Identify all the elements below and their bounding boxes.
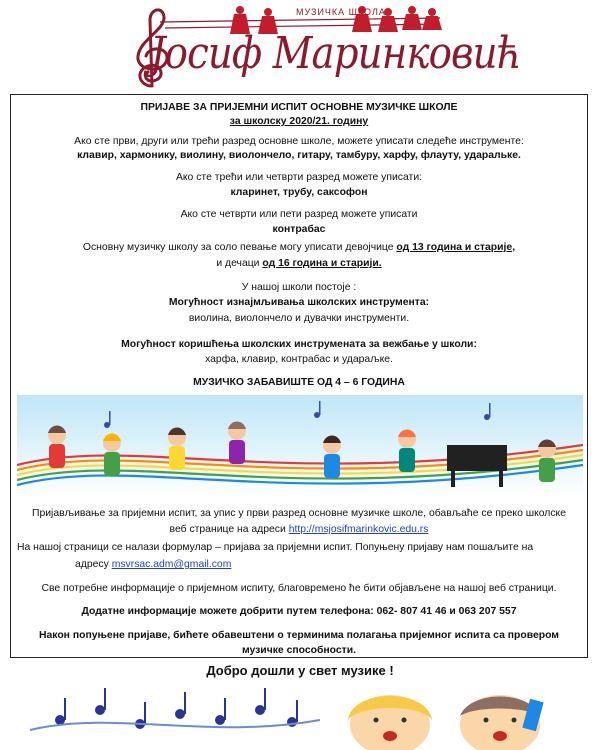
- notice-title: ПРИЈАВЕ ЗА ПРИЈЕМНИ ИСПИТ ОСНОВНЕ МУЗИЧКЕ ШКОЛЕ: [140, 102, 458, 113]
- grades-4-5-instruments: контрабас: [272, 224, 326, 235]
- practice-instruments: харфа, клавир, контрабас и удараљке.: [205, 354, 393, 365]
- application-info-2: [11, 523, 587, 536]
- school-type-label: МУЗИЧКА ШКОЛА: [296, 7, 386, 17]
- school-logo: [0, 0, 600, 92]
- boys-age: од 16 година и старији.: [262, 258, 382, 269]
- grades-4-5-text: Ако сте четврти или пети разред можете уписати: [180, 209, 418, 220]
- grades-1-3-text: Ако сте први, други или трећи разред основне школе, можете уписати следеће инструменте:: [74, 136, 524, 147]
- grades-3-4-instruments: кларинет, трубу, саксофон: [230, 187, 368, 198]
- singing-kids-illustration: [30, 680, 570, 750]
- admission-notice: [10, 94, 588, 658]
- kindergarten-heading: МУЗИЧКО ЗАБАВИШТЕ ОД 4 – 6 ГОДИНА: [193, 377, 405, 388]
- rental-instruments: виолина, виолончело и дувачки инструменти.: [188, 313, 410, 324]
- practice-heading: Могућност коришћења школских инструмената за вежбање у школи:: [121, 339, 477, 350]
- welcome-text: Добро дошли у свет музике !: [206, 663, 394, 678]
- girls-age: од 13 година и старије,: [396, 242, 516, 253]
- kids-music-illustration: [17, 395, 583, 497]
- form-info-2: [11, 558, 587, 571]
- grades-3-4-text: Ако сте трећи или четврти разред можете уписати:: [175, 172, 423, 183]
- application-info-1: Пријављивање за пријемни испит, за упис у први разред основне музичке школе, обављаће се преко школске: [32, 508, 566, 519]
- boy-singer-icon: [460, 695, 544, 750]
- info-published-text: Све потребне информације о пријемном испиту, благовремено ће бити објављене на нашој веб страници.: [41, 583, 557, 594]
- school-offers-text: У нашој школи постоје :: [241, 282, 357, 293]
- application-info-2-text: веб странице на адреси: [169, 524, 289, 535]
- girl-singer-icon: [348, 695, 432, 750]
- solo-singing-boys: [11, 257, 587, 270]
- staff-lines: [160, 18, 440, 28]
- solo-singing-girls-text: Основну музичку школу за соло певање могу уписати девојчице: [82, 242, 397, 253]
- school-year: за школску 2020/21. годину: [229, 116, 369, 127]
- grades-1-3-instruments: клавир, хармонику, виолину, виолончело, гитару, тамбуру, харфу, флауту, ударальке.: [77, 150, 521, 161]
- notification-info-1: Након попуњене пријаве, бићете обавештени о терминима полагања пријемног испита са провером: [38, 630, 559, 641]
- rental-heading: Могућност изнајмљивања школских инструмента:: [168, 297, 430, 308]
- phone-info: Додатне информације можете добрити путем телефона: 062- 807 41 46 и 063 207 557: [81, 606, 517, 617]
- solo-singing-boys-text: и дечаци: [216, 258, 263, 269]
- school-name: Јосиф Маринковић: [150, 28, 521, 79]
- form-info-2-text: адресу: [75, 559, 112, 570]
- form-info-1: На нашој страници се налази формулар – пријава за пријемни испит. Попуњену пријаву нам пошаљите на: [17, 542, 534, 553]
- email-link[interactable]: msvrsac.adm@gmail.com: [111, 559, 232, 570]
- solo-singing-girls: [11, 241, 587, 254]
- school-website-link[interactable]: http://msjosifmarinkovic.edu.rs: [288, 524, 429, 535]
- notification-info-2: музичке способности.: [241, 645, 357, 656]
